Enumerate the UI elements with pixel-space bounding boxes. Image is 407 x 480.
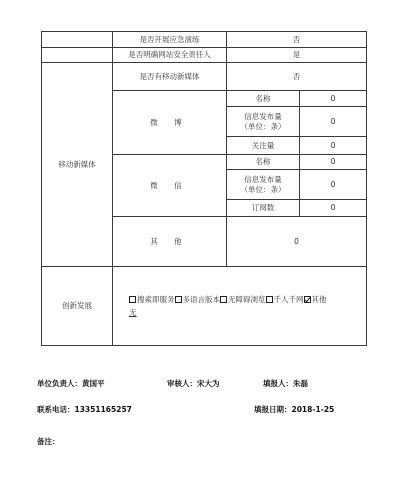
notes-label: 备注：: [37, 437, 60, 446]
other-media-label: 其 他: [113, 217, 227, 267]
wechat-posts-value: 0: [300, 170, 367, 200]
weibo-posts-label: [227, 107, 300, 137]
security-officer-label: 是否明确网站安全责任人: [113, 48, 227, 63]
mobile-media-section-label: 移动新媒体: [42, 63, 113, 267]
filler: 填报人：朱磊: [263, 379, 308, 388]
other-media-value: 0: [227, 217, 367, 267]
wechat-name-label: 名称: [227, 155, 300, 170]
checkbox-icon[interactable]: [175, 296, 182, 303]
checkbox-icon[interactable]: [220, 296, 227, 303]
emergency-drill-value: 否: [227, 32, 367, 48]
option-other[interactable]: 其他: [304, 295, 327, 304]
blank-cell: [42, 32, 113, 48]
weibo-label: 微 博: [113, 91, 227, 155]
report-table: [41, 31, 367, 346]
wechat-posts-label-line2: （单位：条）: [240, 184, 286, 194]
innovation-options: [113, 267, 367, 346]
weibo-name-label: 名称: [227, 91, 300, 107]
weibo-posts-label-line1: 信息发布量: [244, 111, 282, 121]
weibo-name-value: 0: [300, 91, 367, 107]
wechat-label: 微 信: [113, 155, 227, 217]
has-mobile-media-label: 是否有移动新媒体: [113, 63, 227, 91]
option-personalized[interactable]: 千人千网: [266, 295, 304, 304]
other-innovation-value: 无: [129, 308, 137, 317]
contact-phone: 联系电话：13351165257: [37, 405, 132, 414]
wechat-posts-label-line1: 信息发布量: [244, 174, 282, 184]
weibo-posts-value: 0: [300, 107, 367, 137]
wechat-subscribers-value: 0: [300, 200, 367, 217]
fill-date: 填报日期：2018-1-25: [254, 405, 335, 414]
has-mobile-media-value: 否: [227, 63, 367, 91]
checkbox-icon[interactable]: [266, 296, 273, 303]
wechat-posts-label: [227, 170, 300, 200]
checkbox-icon[interactable]: [129, 296, 136, 303]
weibo-followers-value: 0: [300, 137, 367, 155]
reviewer: 审核人：宋大为: [167, 379, 220, 388]
wechat-subscribers-label: 订阅数: [227, 200, 300, 217]
weibo-posts-label-line2: （单位：条）: [240, 121, 286, 131]
option-search-service[interactable]: 搜索即服务: [129, 295, 175, 304]
checked-checkbox-icon[interactable]: [304, 296, 311, 303]
blank-cell: [42, 48, 113, 63]
wechat-name-value: 0: [300, 155, 367, 170]
option-multilingual[interactable]: 多语言版本: [175, 295, 221, 304]
unit-leader: 单位负责人：黄国平: [37, 379, 105, 388]
emergency-drill-label: 是否开展应急演练: [113, 32, 227, 48]
weibo-followers-label: 关注量: [227, 137, 300, 155]
innovation-section-label: 创新发展: [42, 267, 113, 346]
security-officer-value: 是: [227, 48, 367, 63]
option-accessibility[interactable]: 无障碍浏览: [220, 295, 266, 304]
